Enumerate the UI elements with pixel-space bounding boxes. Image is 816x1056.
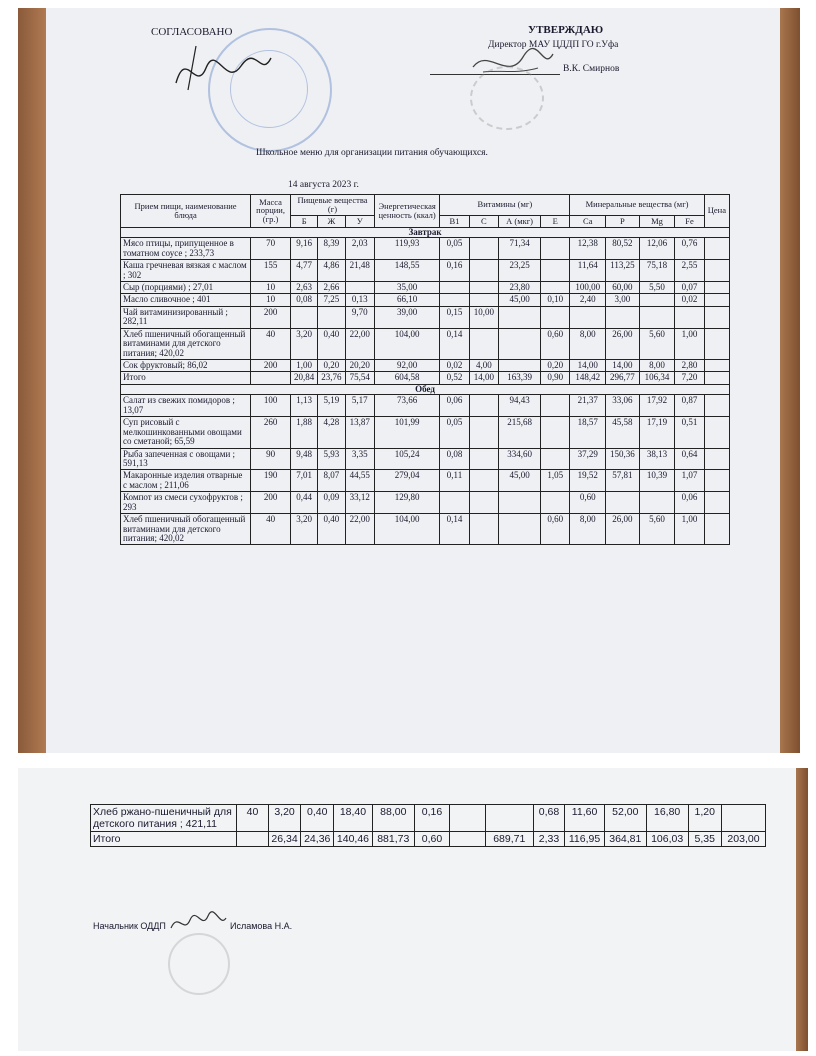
value-cell: 92,00 xyxy=(374,360,439,372)
table-row xyxy=(121,328,730,359)
value-cell xyxy=(704,372,729,384)
table-row xyxy=(121,360,730,372)
value-cell xyxy=(450,805,486,832)
value-cell xyxy=(469,448,498,470)
value-cell xyxy=(469,514,498,545)
value-cell: 689,71 xyxy=(485,832,533,847)
value-cell: 26,34 xyxy=(268,832,301,847)
value-cell: 0,40 xyxy=(301,805,334,832)
value-cell: 2,33 xyxy=(533,832,564,847)
value-cell: 4,28 xyxy=(318,417,345,448)
value-cell: 22,00 xyxy=(345,514,374,545)
value-cell xyxy=(704,281,729,293)
value-cell: 104,00 xyxy=(374,514,439,545)
header-dish: Прием пищи, наименование блюда xyxy=(121,195,251,228)
value-cell: 26,00 xyxy=(606,514,640,545)
value-cell: 23,76 xyxy=(318,372,345,384)
value-cell: 18,40 xyxy=(334,805,373,832)
value-cell: 364,81 xyxy=(604,832,646,847)
value-cell xyxy=(639,294,675,306)
value-cell: 0,05 xyxy=(440,417,469,448)
value-cell: 60,00 xyxy=(606,281,640,293)
value-cell: 17,92 xyxy=(639,395,675,417)
value-cell: 0,10 xyxy=(541,294,570,306)
value-cell: 3,20 xyxy=(268,805,301,832)
value-cell: 40 xyxy=(251,328,291,359)
value-cell: 5,50 xyxy=(639,281,675,293)
value-cell: 45,58 xyxy=(606,417,640,448)
value-cell: 23,25 xyxy=(499,260,541,282)
value-cell: 0,60 xyxy=(570,492,606,514)
header-u: У xyxy=(345,215,374,227)
dish-name-cell: Сыр (порциями) ; 27,01 xyxy=(121,281,251,293)
header-price: Цена xyxy=(704,195,729,228)
value-cell: 45,00 xyxy=(499,294,541,306)
value-cell: 1,07 xyxy=(675,470,704,492)
chief-label: Начальник ОДДП xyxy=(93,921,166,931)
value-cell: 100,00 xyxy=(570,281,606,293)
menu-table-continued-body xyxy=(91,805,766,847)
value-cell xyxy=(469,281,498,293)
value-cell: 33,12 xyxy=(345,492,374,514)
value-cell xyxy=(318,306,345,328)
value-cell: 260 xyxy=(251,417,291,448)
value-cell: 119,93 xyxy=(374,238,439,260)
value-cell: 106,34 xyxy=(639,372,675,384)
value-cell: 20,84 xyxy=(291,372,318,384)
approve-label: УТВЕРЖДАЮ xyxy=(528,24,604,36)
value-cell: 1,00 xyxy=(675,328,704,359)
value-cell xyxy=(469,294,498,306)
value-cell: 14,00 xyxy=(606,360,640,372)
value-cell xyxy=(541,395,570,417)
left-background-edge xyxy=(18,8,46,753)
value-cell: 0,68 xyxy=(533,805,564,832)
value-cell: 8,00 xyxy=(570,328,606,359)
faded-stamp-bottom xyxy=(168,933,230,995)
value-cell: 3,20 xyxy=(291,328,318,359)
top-page-photo xyxy=(18,8,800,753)
value-cell: 0,06 xyxy=(440,395,469,417)
dish-name-cell: Салат из свежих помидоров ; 13,07 xyxy=(121,395,251,417)
value-cell: 80,52 xyxy=(606,238,640,260)
value-cell: 0,40 xyxy=(318,514,345,545)
chief-name: Исламова Н.А. xyxy=(230,921,293,931)
value-cell: 0,40 xyxy=(318,328,345,359)
value-cell: 0,07 xyxy=(675,281,704,293)
value-cell xyxy=(704,448,729,470)
value-cell: 10,00 xyxy=(469,306,498,328)
value-cell: 0,20 xyxy=(541,360,570,372)
dish-name-cell: Суп рисовый с мелкошинкованными овощами со сметаной; 65,59 xyxy=(121,417,251,448)
value-cell: 44,55 xyxy=(345,470,374,492)
value-cell: 5,60 xyxy=(639,514,675,545)
value-cell: 88,00 xyxy=(372,805,414,832)
value-cell: 200 xyxy=(251,306,291,328)
header-a: А (мкг) xyxy=(499,215,541,227)
value-cell xyxy=(541,448,570,470)
value-cell: 35,00 xyxy=(374,281,439,293)
dish-name-cell: Макаронные изделия отварные с маслом ; 211,06 xyxy=(121,470,251,492)
value-cell xyxy=(704,306,729,328)
value-cell xyxy=(469,395,498,417)
value-cell: 4,77 xyxy=(291,260,318,282)
value-cell xyxy=(469,470,498,492)
value-cell: 18,57 xyxy=(570,417,606,448)
table-row xyxy=(121,281,730,293)
value-cell: 38,13 xyxy=(639,448,675,470)
value-cell: 0,60 xyxy=(414,832,450,847)
value-cell: 37,29 xyxy=(570,448,606,470)
value-cell: 200 xyxy=(251,492,291,514)
value-cell: 2,80 xyxy=(675,360,704,372)
value-cell: 19,52 xyxy=(570,470,606,492)
value-cell: 14,00 xyxy=(469,372,498,384)
value-cell: 39,00 xyxy=(374,306,439,328)
dish-name-cell: Чай витаминизированный ; 282,11 xyxy=(121,306,251,328)
header-e: Е xyxy=(541,215,570,227)
value-cell: 7,01 xyxy=(291,470,318,492)
value-cell xyxy=(704,360,729,372)
value-cell xyxy=(345,281,374,293)
menu-table-body xyxy=(121,227,730,545)
table-row xyxy=(91,805,766,832)
dish-name-cell: Рыба запеченная с овощами ; 591,13 xyxy=(121,448,251,470)
value-cell xyxy=(541,306,570,328)
value-cell: 4,00 xyxy=(469,360,498,372)
value-cell: 8,00 xyxy=(639,360,675,372)
value-cell: 90 xyxy=(251,448,291,470)
value-cell: 57,81 xyxy=(606,470,640,492)
value-cell xyxy=(499,514,541,545)
header-mass: Масса порции, (гр.) xyxy=(251,195,291,228)
value-cell xyxy=(704,492,729,514)
value-cell xyxy=(704,260,729,282)
value-cell: 12,38 xyxy=(570,238,606,260)
dish-name-cell: Хлеб ржано-пшеничный для детского питания ; 421,11 xyxy=(91,805,237,832)
value-cell: 200 xyxy=(251,360,291,372)
value-cell xyxy=(639,492,675,514)
value-cell: 334,60 xyxy=(499,448,541,470)
value-cell: 10,39 xyxy=(639,470,675,492)
section-title: Обед xyxy=(121,384,730,394)
value-cell: 0,64 xyxy=(675,448,704,470)
header-energy: Энергетическая ценность (ккал) xyxy=(374,195,439,228)
faded-stamp xyxy=(470,66,544,130)
value-cell: 215,68 xyxy=(499,417,541,448)
value-cell: 40 xyxy=(251,514,291,545)
value-cell xyxy=(541,238,570,260)
value-cell: 10 xyxy=(251,281,291,293)
value-cell: 0,09 xyxy=(318,492,345,514)
value-cell xyxy=(639,306,675,328)
value-cell: 279,04 xyxy=(374,470,439,492)
value-cell: 75,18 xyxy=(639,260,675,282)
value-cell: 11,64 xyxy=(570,260,606,282)
menu-table-continued xyxy=(90,804,766,847)
value-cell: 113,25 xyxy=(606,260,640,282)
value-cell: 0,11 xyxy=(440,470,469,492)
dish-name-cell: Мясо птицы, припущенное в томатном соусе ; 233,73 xyxy=(121,238,251,260)
value-cell: 21,37 xyxy=(570,395,606,417)
bottom-page-photo xyxy=(18,768,808,1051)
table-row xyxy=(91,832,766,847)
value-cell: 1,20 xyxy=(688,805,721,832)
value-cell: 0,52 xyxy=(440,372,469,384)
table-row xyxy=(121,395,730,417)
value-cell: 190 xyxy=(251,470,291,492)
value-cell: 0,60 xyxy=(541,514,570,545)
right-background-edge-bottom xyxy=(796,768,808,1051)
value-cell: 5,93 xyxy=(318,448,345,470)
table-row xyxy=(121,417,730,448)
value-cell: 148,55 xyxy=(374,260,439,282)
value-cell xyxy=(704,294,729,306)
value-cell: 106,03 xyxy=(646,832,688,847)
value-cell: 101,99 xyxy=(374,417,439,448)
value-cell xyxy=(541,260,570,282)
value-cell xyxy=(704,514,729,545)
value-cell: 9,16 xyxy=(291,238,318,260)
value-cell: 5,60 xyxy=(639,328,675,359)
table-row xyxy=(121,514,730,545)
value-cell: 1,88 xyxy=(291,417,318,448)
value-cell: 0,15 xyxy=(440,306,469,328)
value-cell: 0,87 xyxy=(675,395,704,417)
value-cell xyxy=(440,492,469,514)
value-cell: 105,24 xyxy=(374,448,439,470)
table-row xyxy=(121,448,730,470)
value-cell: 20,20 xyxy=(345,360,374,372)
value-cell: 0,14 xyxy=(440,328,469,359)
value-cell: 5,17 xyxy=(345,395,374,417)
value-cell xyxy=(704,328,729,359)
value-cell: 9,70 xyxy=(345,306,374,328)
value-cell: 104,00 xyxy=(374,328,439,359)
value-cell: 7,25 xyxy=(318,294,345,306)
header-vitamins: Витамины (мг) xyxy=(440,195,570,216)
dish-name-cell: Сок фруктовый; 86,02 xyxy=(121,360,251,372)
director-name: В.К. Смирнов xyxy=(563,64,620,74)
value-cell xyxy=(721,805,765,832)
value-cell xyxy=(499,328,541,359)
value-cell: 3,35 xyxy=(345,448,374,470)
value-cell: 10 xyxy=(251,294,291,306)
value-cell: 0,51 xyxy=(675,417,704,448)
dish-name-cell: Хлеб пшеничный обогащенный витаминами для детского питания; 420,02 xyxy=(121,328,251,359)
value-cell: 8,07 xyxy=(318,470,345,492)
value-cell xyxy=(469,260,498,282)
value-cell xyxy=(499,360,541,372)
value-cell: 33,06 xyxy=(606,395,640,417)
dish-name-cell: Хлеб пшеничный обогащенный витаминами для детского питания; 420,02 xyxy=(121,514,251,545)
value-cell: 73,66 xyxy=(374,395,439,417)
value-cell: 14,00 xyxy=(570,360,606,372)
value-cell: 1,00 xyxy=(291,360,318,372)
value-cell: 0,16 xyxy=(414,805,450,832)
value-cell: 2,03 xyxy=(345,238,374,260)
header-ca: Ca xyxy=(570,215,606,227)
value-cell: 0,44 xyxy=(291,492,318,514)
value-cell xyxy=(469,238,498,260)
value-cell xyxy=(469,417,498,448)
value-cell: 22,00 xyxy=(345,328,374,359)
section-row xyxy=(121,384,730,394)
header-nutrients: Пищевые вещества (г) xyxy=(291,195,375,216)
value-cell xyxy=(469,328,498,359)
value-cell: 100 xyxy=(251,395,291,417)
value-cell xyxy=(704,470,729,492)
value-cell: 2,40 xyxy=(570,294,606,306)
value-cell xyxy=(704,238,729,260)
header-b1: В1 xyxy=(440,215,469,227)
menu-table xyxy=(120,194,730,545)
value-cell: 70 xyxy=(251,238,291,260)
value-cell: 0,76 xyxy=(675,238,704,260)
table-row xyxy=(121,372,730,384)
value-cell: 5,19 xyxy=(318,395,345,417)
value-cell: 66,10 xyxy=(374,294,439,306)
value-cell xyxy=(485,805,533,832)
value-cell: 0,16 xyxy=(440,260,469,282)
header-b: Б xyxy=(291,215,318,227)
value-cell: 1,05 xyxy=(541,470,570,492)
value-cell: 140,46 xyxy=(334,832,373,847)
value-cell: 7,20 xyxy=(675,372,704,384)
value-cell: 26,00 xyxy=(606,328,640,359)
section-row xyxy=(121,227,730,237)
value-cell: 604,58 xyxy=(374,372,439,384)
value-cell: 71,34 xyxy=(499,238,541,260)
table-row xyxy=(121,294,730,306)
value-cell xyxy=(440,281,469,293)
table-row xyxy=(121,260,730,282)
dish-name-cell: Итого xyxy=(121,372,251,384)
header-minerals: Минеральные вещества (мг) xyxy=(570,195,704,216)
value-cell: 2,66 xyxy=(318,281,345,293)
value-cell xyxy=(469,492,498,514)
value-cell: 0,05 xyxy=(440,238,469,260)
value-cell: 0,02 xyxy=(440,360,469,372)
value-cell: 0,13 xyxy=(345,294,374,306)
value-cell: 2,63 xyxy=(291,281,318,293)
value-cell: 1,13 xyxy=(291,395,318,417)
value-cell: 11,60 xyxy=(565,805,605,832)
value-cell: 0,90 xyxy=(541,372,570,384)
value-cell: 13,87 xyxy=(345,417,374,448)
value-cell xyxy=(704,417,729,448)
menu-date: 14 августа 2023 г. xyxy=(288,180,359,190)
value-cell: 0,06 xyxy=(675,492,704,514)
value-cell: 203,00 xyxy=(721,832,765,847)
right-background-edge xyxy=(780,8,800,753)
value-cell: 3,00 xyxy=(606,294,640,306)
director-position: Директор МАУ ЦДДП ГО г.Уфа xyxy=(488,40,619,50)
value-cell: 5,35 xyxy=(688,832,721,847)
value-cell: 296,77 xyxy=(606,372,640,384)
section-title: Завтрак xyxy=(121,227,730,237)
value-cell: 148,42 xyxy=(570,372,606,384)
value-cell: 0,02 xyxy=(675,294,704,306)
header-fe: Fe xyxy=(675,215,704,227)
value-cell xyxy=(541,281,570,293)
value-cell: 16,80 xyxy=(646,805,688,832)
value-cell xyxy=(450,832,486,847)
value-cell xyxy=(570,306,606,328)
value-cell xyxy=(251,372,291,384)
header-zh: Ж xyxy=(318,215,345,227)
value-cell: 155 xyxy=(251,260,291,282)
value-cell: 0,20 xyxy=(318,360,345,372)
agreed-signature xyxy=(166,38,276,98)
value-cell: 24,36 xyxy=(301,832,334,847)
value-cell: 0,14 xyxy=(440,514,469,545)
value-cell: 0,08 xyxy=(291,294,318,306)
value-cell xyxy=(704,395,729,417)
value-cell: 52,00 xyxy=(604,805,646,832)
value-cell: 40 xyxy=(237,805,268,832)
value-cell: 881,73 xyxy=(372,832,414,847)
value-cell: 21,48 xyxy=(345,260,374,282)
header-c: С xyxy=(469,215,498,227)
dish-name-cell: Масло сливочное ; 401 xyxy=(121,294,251,306)
header-mg: Mg xyxy=(639,215,675,227)
value-cell: 8,39 xyxy=(318,238,345,260)
value-cell: 129,80 xyxy=(374,492,439,514)
dish-name-cell: Компот из смеси сухофруктов ; 293 xyxy=(121,492,251,514)
value-cell: 4,86 xyxy=(318,260,345,282)
value-cell xyxy=(541,492,570,514)
table-row xyxy=(121,306,730,328)
dish-name-cell: Итого xyxy=(91,832,237,847)
value-cell xyxy=(440,294,469,306)
value-cell: 0,60 xyxy=(541,328,570,359)
value-cell: 12,06 xyxy=(639,238,675,260)
value-cell: 17,19 xyxy=(639,417,675,448)
menu-title: Школьное меню для организации питания обучающихся. xyxy=(256,148,488,158)
value-cell: 116,95 xyxy=(565,832,605,847)
table-row xyxy=(121,492,730,514)
value-cell: 0,08 xyxy=(440,448,469,470)
value-cell: 2,55 xyxy=(675,260,704,282)
value-cell: 75,54 xyxy=(345,372,374,384)
value-cell: 8,00 xyxy=(570,514,606,545)
value-cell xyxy=(291,306,318,328)
value-cell: 9,48 xyxy=(291,448,318,470)
value-cell: 1,00 xyxy=(675,514,704,545)
value-cell: 150,36 xyxy=(606,448,640,470)
value-cell xyxy=(237,832,268,847)
value-cell xyxy=(606,492,640,514)
value-cell: 3,20 xyxy=(291,514,318,545)
value-cell: 163,39 xyxy=(499,372,541,384)
header-p: P xyxy=(606,215,640,227)
value-cell xyxy=(499,306,541,328)
value-cell: 23,80 xyxy=(499,281,541,293)
value-cell: 45,00 xyxy=(499,470,541,492)
value-cell: 94,43 xyxy=(499,395,541,417)
table-row xyxy=(121,470,730,492)
dish-name-cell: Каша гречневая вязкая с маслом ; 302 xyxy=(121,260,251,282)
value-cell xyxy=(499,492,541,514)
value-cell xyxy=(675,306,704,328)
table-row xyxy=(121,238,730,260)
agreed-label: СОГЛАСОВАНО xyxy=(151,26,233,38)
value-cell xyxy=(606,306,640,328)
value-cell xyxy=(541,417,570,448)
